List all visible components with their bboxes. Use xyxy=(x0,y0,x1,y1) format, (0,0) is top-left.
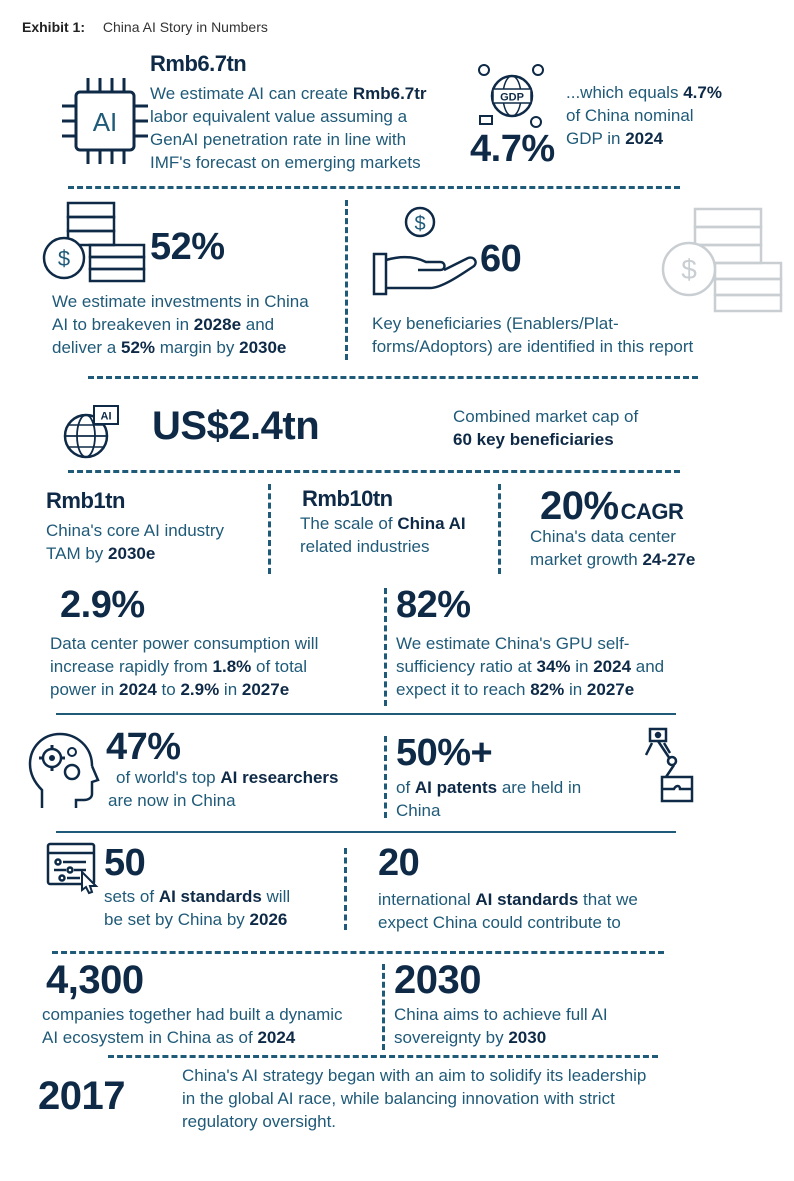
s6-headline: Rmb1tn xyxy=(46,488,125,513)
s16-headline: 2030 xyxy=(394,958,481,1002)
s10-headline: 82% xyxy=(396,584,471,626)
s5-headline: US$2.4tn xyxy=(152,404,320,448)
money-stack-icon xyxy=(40,200,150,290)
ai-globe-label: AI xyxy=(100,410,112,423)
exhibit-title: China AI Story in Numbers xyxy=(102,19,268,35)
s6-body: China's core AI industry TAM by 2030e xyxy=(46,521,225,563)
divider xyxy=(384,736,387,818)
s17-headline: 2017 xyxy=(38,1074,125,1118)
hand-coin-icon xyxy=(370,206,480,301)
ai-chip-icon xyxy=(60,76,150,166)
s16-body: China aims to achieve full AI sovereignty by 2030 xyxy=(394,1005,608,1047)
s5-body: Combined market cap of 60 key beneficiaries xyxy=(453,407,639,449)
divider xyxy=(345,200,348,360)
divider xyxy=(108,1055,658,1058)
s2-headline: 4.7% xyxy=(470,128,555,170)
s10-body: We estimate China's GPU self- sufficiency ratio at 34% in 2024 and expect it to reach 82% in 2027e xyxy=(396,634,665,699)
faded-money-icon xyxy=(655,205,785,315)
divider xyxy=(88,376,698,379)
s12-body: of AI patents are held in China xyxy=(396,778,582,820)
divider xyxy=(268,484,271,574)
s2-body: ...which equals 4.7% of China nominal GDP in 2024 xyxy=(566,83,722,148)
s8-headline: 20%CAGR xyxy=(540,484,684,528)
s4-headline: 60 xyxy=(480,238,522,280)
s1-headline: Rmb6.7tn xyxy=(150,51,247,76)
s11-headline: 47% xyxy=(106,726,181,768)
s9-body: Data center power consumption will increase rapidly from 1.8% of total power in 2024 to 2.9% in 2027e xyxy=(50,634,319,699)
divider xyxy=(56,713,676,715)
s11-body: of world's top AI researchers are now in China xyxy=(108,768,339,810)
divider xyxy=(382,964,385,1050)
divider xyxy=(498,484,501,574)
s4-body: Key beneficiaries (Enablers/Plat- forms/Adoptors) are identified in this report xyxy=(372,314,694,356)
s13-headline: 50 xyxy=(104,842,146,884)
s1-body: We estimate AI can create Rmb6.7tr labor equivalent value assuming a GenAI penetration rate in line with IMF's forecast on emerging markets xyxy=(150,84,427,172)
s15-headline: 4,300 xyxy=(46,958,144,1002)
s8-suffix: CAGR xyxy=(620,499,684,524)
head-gears-icon xyxy=(22,728,106,812)
gdp-globe-icon xyxy=(476,62,552,132)
exhibit-label: Exhibit 1: xyxy=(22,19,86,35)
settings-window-icon xyxy=(46,842,102,894)
s7-headline: Rmb10tn xyxy=(302,486,393,511)
exhibit-caption xyxy=(22,19,268,35)
s14-headline: 20 xyxy=(378,842,420,884)
divider xyxy=(344,848,347,930)
s15-body: companies together had built a dynamic AI ecosystem in China as of 2024 xyxy=(42,1005,343,1047)
s8-body: China's data center market growth 24-27e xyxy=(530,527,696,569)
s7-body: The scale of China AI related industries xyxy=(300,514,466,556)
robot-arm-icon xyxy=(640,725,700,805)
s13-body: sets of AI standards will be set by China by 2026 xyxy=(104,887,291,929)
divider xyxy=(68,470,680,473)
divider xyxy=(56,831,676,833)
ai-chip-label: AI xyxy=(92,107,118,137)
svg-text:$: $ xyxy=(57,246,71,271)
divider xyxy=(384,588,387,706)
divider xyxy=(52,951,664,954)
s3-body: We estimate investments in China AI to breakeven in 2028e and deliver a 52% margin by 2030e xyxy=(52,292,309,357)
svg-text:$: $ xyxy=(681,254,697,285)
svg-text:$: $ xyxy=(414,213,426,235)
s17-body: China's AI strategy began with an aim to solidify its leadership in the global AI race, while balancing innovation with strict regulatory oversight. xyxy=(182,1066,647,1131)
ai-globe-icon xyxy=(60,404,122,460)
gdp-label: GDP xyxy=(500,91,524,104)
s12-headline: 50%+ xyxy=(396,732,493,774)
s9-headline: 2.9% xyxy=(60,584,145,626)
s14-body: international AI standards that we expect China could contribute to xyxy=(378,890,638,932)
s3-headline: 52% xyxy=(150,226,225,268)
divider xyxy=(68,186,680,189)
